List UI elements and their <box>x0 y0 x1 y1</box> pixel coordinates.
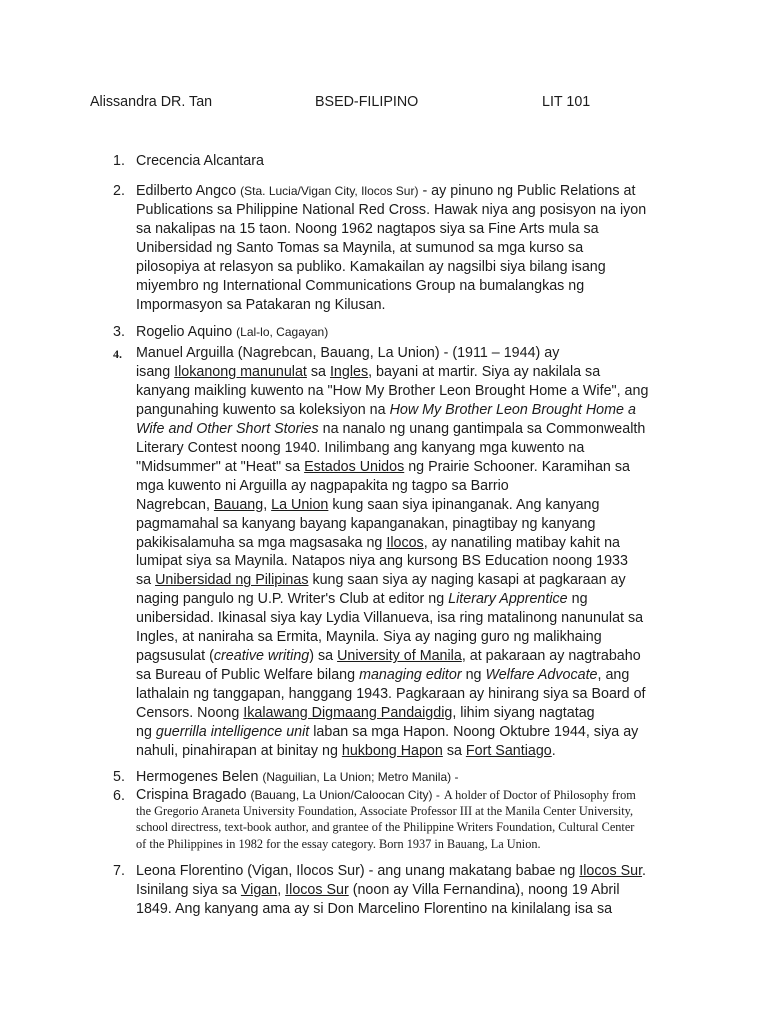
link-text[interactable]: Estados Unidos <box>304 458 405 475</box>
author-place: (Sta. Lucia/Vigan City, Ilocos Sur) <box>240 184 419 198</box>
author-name: Leona Florentino <box>136 863 244 879</box>
link-text[interactable]: Ilocos Sur <box>285 881 349 898</box>
author-place: (Lal-lo, Cagayan) <box>236 325 329 339</box>
link-text[interactable]: Unibersidad ng Pilipinas <box>155 572 309 589</box>
author-name: Crispina Bragado <box>136 787 247 803</box>
item-number: 5. <box>113 769 125 785</box>
author-name: Rogelio Aquino <box>136 324 233 340</box>
link-text[interactable]: University of Manila <box>337 648 462 665</box>
item-number: 4. <box>113 347 122 361</box>
author-place: (Naguilian, La Union; Metro Manila) - <box>262 770 459 784</box>
item-number: 7. <box>113 863 125 879</box>
link-text[interactable]: Ilocos <box>386 534 424 551</box>
link-text[interactable]: Bauang <box>213 496 264 513</box>
item-number: 2. <box>113 183 125 199</box>
link-text[interactable]: Ingles <box>329 363 369 380</box>
author-entry <box>136 324 328 340</box>
link-text[interactable]: hukbong Hapon <box>341 743 443 760</box>
author-name: Crecencia Alcantara <box>136 153 264 169</box>
author-name: Edilberto Angco <box>136 183 237 199</box>
author-entry: Manuel Arguilla (Nagrebcan, Bauang, La Union) - (1911 – 1944) ay isang Ilokanong manunulat sa Ingles, bayani at martir. Siya ay nakilala sa kanyang maikling kuwento na "How My Brother Leon Brought Home a Wife", ang pangunahing kuwento sa koleksiyon na How My Brother Leon Brought Home a Wife and Other Short Stories na nanalo ng unang gantimpala sa Commonwealth Literary Contest noong 1940. Inilimbang ang kanyang mga kuwento na "Midsummer" at "Heat" sa Estados Unidos ng Prairie Schooner. Karamihan sa mga kuwento ni Arguilla ay nagpapakita ng tagpo sa Barrio Nagrebcan, Bauang, La Union kung saan siya ipinanganak. Ang kanyang pagmamahal sa kanyang bayang kapanganakan, pinagtibay ng kanyang pakikisalamuha sa mga magsasaka ng Ilocos, ay nanatiling matibay kahit na lumipat siya sa Maynila. Natapos niya ang kursong BS Education noong 1933 sa Unibersidad ng Pilipinas kung saan siya ay naging kasapi at pagkaraan ay naging pangulo ng U.P. Writer's Club at editor ng Literary Apprentice ng unibersidad. Ikinasal siya kay Lydia Villanueva, isa ring matalinong nanunulat sa Ingles, at naniraha sa Ermita, Maynila. Siya ay naging guro ng malikhaing pagsusulat (creative writing) sa University of Manila, at pakaraan ay nagtrabaho sa Bureau of Public Welfare bilang managing editor ng Welfare Advocate, ang lathalain ng tanggapan, hanggang 1943. Pagkaraan ay hinirang siya sa Board of Censors. Noong Ikalawang Digmaang Pandaigdig, lihim siyang nagtatag ng guerrilla intelligence unit laban sa mga Hapon. Noong Oktubre 1944, siya ay nahuli, pinahirapan at binitay ng hukbong Hapon sa Fort Santiago. <box>136 345 649 760</box>
author-place: (Bauang, La Union/Caloocan City) - <box>250 788 440 802</box>
subject-code: LIT 101 <box>542 94 591 110</box>
link-text[interactable]: Ilokanong manunulat <box>174 363 307 380</box>
course-name: BSED-FILIPINO <box>315 94 419 110</box>
item-number: 6. <box>113 788 125 804</box>
link-text[interactable]: La Union <box>271 496 329 513</box>
link-text[interactable]: Vigan <box>240 881 278 898</box>
link-text[interactable]: Fort Santiago <box>465 743 552 760</box>
author-entry: Crispina Bragado (Bauang, La Union/Caloocan City) - A holder of Doctor of Philosophy from the Gregorio Araneta University Foundation, Associate Professor III at the Manila Center University, school directress, text-book author, and grantee of the Philippine Writers Foundation, Cultural Center of the Philippines in 1982 for the essay category. Born 1937 in Bauang, La Union. <box>136 787 636 851</box>
link-text[interactable]: Ikalawang Digmaang Pandaigdig <box>243 705 453 722</box>
author-name: Manuel Arguilla <box>136 345 234 361</box>
author-entry: Leona Florentino (Vigan, Ilocos Sur) - ang unang makatang babae ng Ilocos Sur. Isinilang siya sa Vigan, Ilocos Sur (noon ay Villa Fernandina), noong 19 Abril 1849. Ang kanyang ama ay si Don Marcelino Florentino na kinilalang isa sa <box>136 863 647 917</box>
author-name: Hermogenes Belen <box>136 769 259 785</box>
student-name: Alissandra DR. Tan <box>90 94 213 110</box>
author-entry: Edilberto Angco (Sta. Lucia/Vigan City, Ilocos Sur) - ay pinuno ng Public Relations at Publications sa Philippine National Red Cross. Hawak niya ang posisyon na iyon sa nakalipas na 15 taon. Noong 1962 nagtapos siya sa Fine Arts mula sa Unibersidad ng Santo Tomas sa Maynila, at sumunod sa mga kurso sa pilosopiya at relasyon sa publiko. Kamakailan ay nagsilbi siya bilang isang miyembro ng International Communications Group na bumalangkas ng Impormasyon sa Patakaran ng Kilusan. <box>136 183 647 313</box>
item-number: 3. <box>113 324 125 340</box>
author-entry <box>136 769 458 785</box>
item-number: 1. <box>113 153 125 169</box>
link-text[interactable]: Ilocos Sur <box>579 863 643 879</box>
